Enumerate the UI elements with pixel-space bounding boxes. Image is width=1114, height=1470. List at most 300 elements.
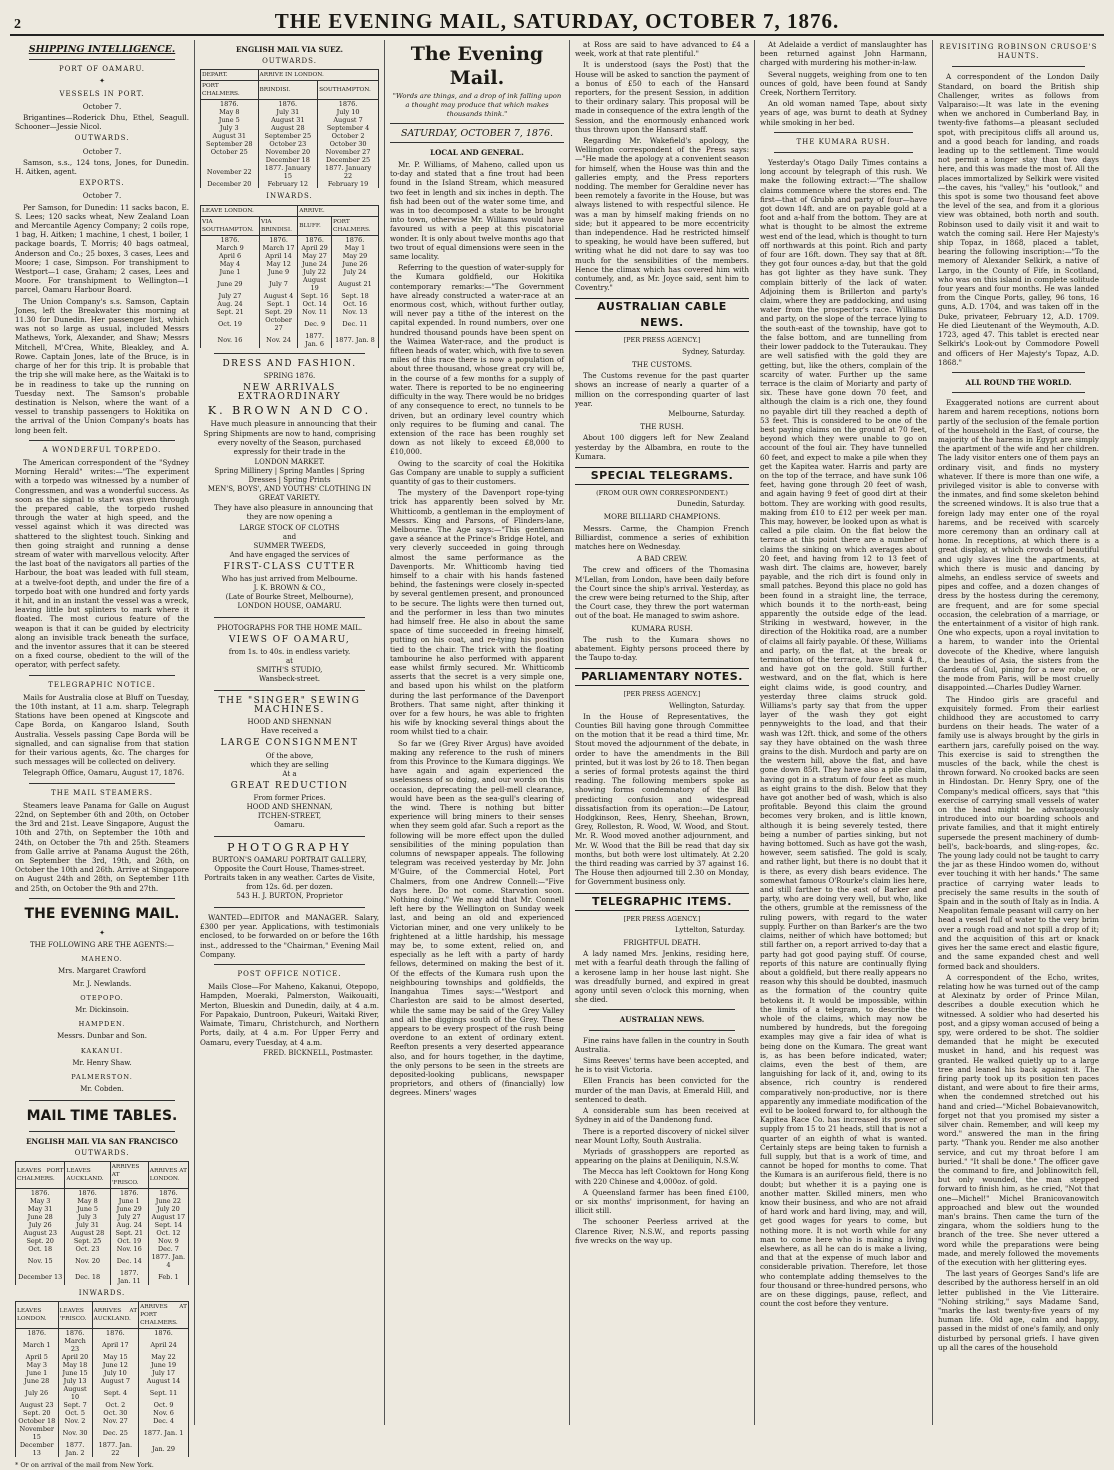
consignment: LARGE CONSIGNMENT [220,738,359,749]
table-cell: Sept. 21 [201,308,260,316]
column-3 [385,40,570,1425]
table-cell: Oct. 16 [331,300,378,308]
divider [29,440,175,441]
table-cell: June 22 [148,1197,188,1205]
kumara-rush-title: THE KUMARA RUSH. [796,137,891,146]
table-cell: July 22 [298,268,332,276]
agent-town: KAKANUI. [80,1046,124,1055]
former-prices: From former Prices. [253,793,326,802]
spring-title: SPRING 1876. [263,371,316,380]
header-title: THE EVENING MAIL, SATURDAY, OCTOBER 7, 1876. [274,9,840,33]
table-cell: 1876. [298,235,332,244]
port-title: PORT OF OAMARU. [58,65,146,74]
table-cell: June 26 [331,260,378,268]
of-above: Of the above, [265,751,314,760]
paragraph: Ellen Francis has been convicted for the murder of the man Davis, at Emerald Hill, and sentenced to death. [575,1076,749,1104]
oamaru: Oamaru. [274,820,305,829]
photo-street: Wansbeck-street. [259,675,320,684]
table-cell: April 5 [16,1353,59,1361]
divider [589,1009,735,1010]
paragraph: at Ross are said to have advanced to £4 a week, work at that rate plentiful." [575,40,749,59]
table-row [201,292,379,300]
table-cell: Nov. 27 [92,1417,138,1425]
table-cell: May 31 [16,1205,65,1213]
agent-town: MAHENO. [81,955,123,964]
table-header: VIA BRINDISI. [259,216,297,235]
torpedo-text: The American correspondent of the "Sydney Morning Herald" writes:—"The experiment with a torpedo was witnessed by a number of Congressmen, and was a wonderful success. As soon as the signal to start was given through the prepared cable, the torpedo rushed through the water at high speed, and the vessel against which it was directed was shattered to the slightest touch. Sinking and then going straight and running a dense stream of water with marvellous velocity. After the last boat of the navigators all parties of the Harbour, the boat was leaded with full steam, at a twelve-foot depth, and under the fire of a torpedo boat with one hundred and forty yards it hit, and in an instant the vessel was a wreck, leaving little but splinters to mark where it floated. The most curious feature of the weapon is that it can be guided by electricity along an invisible track beneath the surface, and the inventor assures that it can be steered on a fixed course, obedient to the will of the operator, with perfect safety. [15,457,189,670]
table-cell: May 8 [201,108,259,116]
agent-town: HAMPDEN. [78,1020,126,1029]
arrivals-title: NEW ARRIVALS EXTRAORDINARY [237,382,342,403]
table-header: BRINDISI. [258,81,318,100]
table-cell: Oct. 19 [110,1237,148,1245]
all-round-world-article [938,398,1099,1352]
table-cell: Dec. 11 [331,316,378,332]
table-cell: May 4 [201,260,260,268]
table-cell: June 19 [139,1361,189,1369]
table-row [201,148,379,156]
table-cell: 1877. January 15 [258,164,318,180]
table-cell: March 17 [259,244,297,252]
table-cell: Nov. 11 [298,308,332,316]
post-office-sign: FRED. BICKNELL, Postmaster. [263,1048,373,1057]
divider [214,964,365,965]
paragraph: Sims Reeves' terms have been accepted, and he is to visit Victoria. [575,1056,749,1075]
table-cell: August 23 [16,1401,59,1409]
table-cell: Nov. 20 [65,1253,110,1269]
paragraph: Fine rains have fallen in the country in South Australia. [575,1035,749,1054]
cable-dateline: Sydney, Saturday. [682,347,745,356]
table-header: ARRIVES AT PORT CHALMERS. [139,1302,189,1329]
table-cell: July 26 [16,1221,65,1229]
table-cell: April 6 [201,252,260,260]
table-cell: June 5 [201,116,259,124]
table-cell: Sept. 25 [65,1237,110,1245]
table-cell: Nov. 24 [259,332,297,348]
table-cell: 1877. Jan. 6 [298,332,332,348]
special-text: Messrs. Carme, the Champion French Billiardist, commence a series of exhibition matches here on Wednesday. [575,523,749,551]
brown-text-2: They have also pleasure in announcing that they are now opening a [213,503,374,522]
table-cell: Nov. 6 [139,1409,189,1417]
table-cell: March 1 [16,1337,59,1353]
table-row [16,1213,189,1221]
table-cell: June 9 [259,268,297,276]
table-row [16,1253,189,1269]
parliamentary-banner: PARLIAMENTARY NOTES. [575,668,749,686]
table-row [201,156,379,164]
agent-name: Mrs. Margaret Crawford [58,967,146,976]
steamers-text: Steamers leave Panama for Galle on August 22nd, on September 6th and 20th, on October the 3rd and 21st. Leave Singapore, August the 10th and 27th, on September the 10th and 24th, on October the 7th and 25th. Steamers from Galle arrive at Panama August the 26th, on September the 3rd, 19th, and 26th, on October the 10th and 26th. Arrive at Singapore on August 24th and 28th, on September 11th and 25th, on October the 9th and 27th. [15,800,189,893]
items-sub: FRIGHTFUL DEATH. [623,938,701,948]
table-cell: June 15 [58,1369,92,1377]
exports-date: October 7. [82,191,122,201]
table-cell: July 26 [16,1385,59,1401]
table-cell: 1876. [201,235,260,244]
paragraph: The schooner Peerless arrived at the Clarence River, N.S.W., and reports passing five wrecks on the way up. [575,1217,749,1245]
table-cell: September 28 [201,140,259,148]
special-telegrams-banner: SPECIAL TELEGRAMS. [575,467,749,485]
table-cell: August 28 [65,1229,110,1237]
special-agency: (FROM OUR OWN CORRESPONDENT.) [596,488,728,497]
table-cell: 1877. Jan. 2 [58,1441,92,1457]
agent-name: Mr. J. Newlands. [72,979,132,988]
australian-news-title: AUSTRALIAN NEWS. [619,1015,705,1025]
table-cell: August 14 [139,1377,189,1385]
agents-intro: THE FOLLOWING ARE THE AGENTS:— [29,941,175,950]
table-cell: November 27 [318,148,379,156]
column-4 [570,40,755,1425]
local-news [390,160,564,1098]
paper-masthead: The Evening Mail. [410,43,544,89]
table-cell: Dec. 7 [148,1245,188,1253]
table-cell: July 27 [201,292,260,300]
table-header: ARRIVES AT 'FRISCO. [110,1161,148,1188]
cable-sub: THE CUSTOMS. [631,359,693,369]
table-row [16,1197,189,1205]
table-cell: August 4 [259,292,297,300]
table-cell: August 21 [331,276,378,292]
paragraph: It is understood (says the Post) that the House will be asked to sanction the payment of a bonus of £50 to each of the Hansard reporters, for the present Session, in addition to their ordinary salary. This proposal will be made in consequence of the extra length of the Session, and the enormously enhanced work thus thrown upon the Hansard staff. [575,60,749,134]
outwards-text: Samson, s.s., 124 tons, Jones, for Dunedin. H. Aitken, agent. [15,157,189,177]
table-cell: Oct. 23 [65,1245,110,1253]
agent-name: Mr. Dickinsoin. [75,1006,129,1015]
table-cell: May 8 [65,1197,110,1205]
table-cell: Nov. 16 [110,1245,148,1253]
table-cell: Oct. 19 [201,316,260,332]
paragraph: Yesterday's Otago Daily Times contains a long account by telegraph of this rush. We make the following extract:—"The shallow claims commence where the stores end. The first—that of Grubb and party of four—have got down 14ft. and are on payable gold at a foot and a-half from the bottom. They are at what is thought to be almost the extreme west end of the lead, which is thought to turn off northwards at this point. Rich and party of four are 16ft. down. They say that at 8ft. they got four ounces a-day, but that the gold has got lighter as they have sunk. They complain bitterly of the lack of water. Adjoining them is Brillerton and party's claim, where they are paddocking, and using water from the prospector's race. Williams and party, on the slope of the terrace lying to the south-east of the township, have got to the false bottom, and are tunnelling from their lower paddock to the Tuteraukau. They are well satisfied with the gold they are getting, but, like the others, complain of the scarcity of water. Further up the same terrace is the claim of Moriarty and party of six. These have gone down 70 feet, and although the claim is a rich one, they found no payable dirt till they reached a depth of 53 feet. This is considered to be one of the best paying claims on the ground at 70 feet, beyond which they were unable to go on account of the foul air. They have tunnelled 60 feet, and expect to make a pile when they get the Kapitea water. Harris and party are on the top of the terrace, and have sunk 106 feet, having gone through 20 feet of wash, and again having 9 feet of good dirt at their bottom. They are working with good results, making from £10 to £12 per week per man. This may, however, be looked upon as what is called a pile claim. On the flat below the terrace at this point there are a number of claims the sinking on which averages about 20 feet, and having from 12 to 13 feet of wash dirt. The claims are, however, barely payable, and the rich dirt is found only in small patches. Beyond this place no gold has been found in a straight line, the terrace, which bounds it to the north-east, being apparently the outside edge of the lead. Striking in westward, however, in the direction of the Hokitika road, are a number of claims all fairly payable. Of these, Williams and party, on the flat, at the break or termination of the terrace, have sunk 4 ft., and have got on the gold. Still further westward, and on the flat, which is here eight claims wide, is good country, and yesterday three claims struck gold. Williams's party say that from the upper layer of the wash they got eight pennyweights to the load, and that their wash was 12ft. thick, and some of the others say they have obtained on the wash three grains to the dish. Murdoch and party are on the western hill, above the flat, and have gone down 85ft. They have also a pile claim, having got in a stratum of four feet as much as eight grains to the dish. Below that they have got another bed of wash, which is also profitable. Beyond this claim the ground becomes very broken, and is little known, although it is being severely tested, there being a number of parties sinking, but not having bottomed. Such as have got the wash, however, seem satisfied. The gold is scaly, and rather light, but there is no doubt that it is there, as every dish bears evidence. The somewhat famous O'Rourke's claim lies here, and still farther to the east of Barker and party, who are doing very well, but who, like the others, grumble at the remissness of the ruling powers, with regard to the water supply. Further on than Barker's are the two claims, neither of which have bottomed; but still farther on, a report arrived to-day that a party had got good paying stuff. Of course, reports of this nature are continually flying about a goldfield, but there really appears no reason why this should be doubted, inasmuch as the formation of the country quite betokens it. It would be impossible, within the limits of a telegram, to describe the whole of the claims, which may now be numbered by hundreds, but the foregoing examples may give a fair idea of what is being done on the Kumara. The great want is, as has been before indicated, water; claims, even the best of them, are languishing for lack of it, and, owing to its absence, rich country is rendered comparatively non-productive, nor is there apparently any immediate modification of the evil to be looked forward to, for although the Kapitea Race Co. has increased its power of supply from 15 to 21 heads, still that is not a quarter of an eighth of what is wanted. Certainly steps are being taken to furnish a full supply, but that is a work of time, and cannot be hoped for months to come. That the Kumara is an auriferous field, there is no doubt; but whether it is a paying one is another matter. Skilled miners, men who know their business, and who are not afraid of hard work and hard living, may, and will, get good wages for years to come, but nothing more. It is not worth while for any man to come here who is making a living elsewhere, as all he can do is make a living, and that at the expense of much labor and considerable privation. Therefore, let those who contemplate adding themselves to the four thousand or three-hundred persons, who are on these diggings, pause, reflect, and count the cost before they venture. [760,158,927,1309]
table-row [16,1401,189,1409]
have-received: Have received a [260,727,319,736]
table-cell: July 10 [92,1369,138,1377]
table-cell: 1877. Jan. 22 [92,1441,138,1457]
brown-stock: LARGE STOCK OF CLOTHS [239,523,340,532]
paper-motto: "Words are things, and a drop of ink falling upon a thought may produce that which makes thousands think." [390,92,564,124]
singer-title: THE "SINGER" SEWING MACHINES. [218,696,361,716]
column-2 [195,40,385,1425]
suez-inwards-table [200,205,379,348]
post-office-title: POST OFFICE NOTICE. [237,970,342,979]
table-cell: Nov. 16 [201,332,260,348]
column-1 [10,40,195,1470]
at-a: At a [282,769,297,778]
divider [214,690,365,691]
itchen-street: ITCHEN-STREET, [257,811,322,820]
parl-text: In the House of Representatives, the Counties Bill having gone through Committee on the motion that it be read a third time, Mr. Stout moved the adjournment of the debate, in order to have the amendments in the Bill printed, but it was lost by 26 to 18. Then began a series of formal protests against the third reading. The following members spoke as showing forms condemnatory of the Bill predicting confusion and widespread dissatisfaction from its operation:—De Latour, Hodgkinson, Rees, Henry, Sheehan, Brown, Grey, Rolleston, R. Wood, W. Wood, and Stout. Mr. R. Wood moved another adjournment, and Mr. W. Wood that the Bill be read that day six months, but both were lost ultimately. At 2.20 the third reading was carried by 37 against 16. The House then adjourned till 2.30 on Monday, for Government business only. [575,711,749,887]
fashion-title: DRESS AND FASHION. [222,358,357,369]
divider [29,59,175,60]
table-cell: 1876. [110,1188,148,1197]
table-cell: August 17 [148,1213,188,1221]
table-cell: Dec. 18 [65,1269,110,1285]
exports-text: Per Samson, for Dunedin: 11 sacks bacon, E. S. Lees; 120 sacks wheat, New Zealand Loan and Mercantile Agency Company; 2 coils rope, 1 bag, H. Aitken; 1 machine, 1 chest, 1 boiler, 1 package boards, T. Morris; 40 bags oatmeal, Anderson and Co.; 25 boxes, 3 cases, Lees and Moore; 1 case, Simpson. For transhipment to Westport—1 case, Graham; 2 cases, Lees and Moore. For transhipment to Wellington—1 parcel, Oamaru Harbour Board. [15,202,189,295]
sf-outwards-table [15,1161,189,1285]
table-row [201,276,379,292]
table-cell: July 20 [148,1205,188,1213]
parl-agency: [PER PRESS AGENCY.] [623,690,701,699]
table-cell: Oct. 2 [92,1401,138,1409]
table-cell: June 12 [92,1361,138,1369]
table-cell: Oct. 30 [92,1409,138,1417]
table-cell: December 20 [201,180,259,188]
brown-cutter-note: Who has just arrived from Melbourne. [221,574,358,583]
table-header: LEAVES AUCKLAND. [65,1161,110,1188]
table-row [16,1385,189,1401]
table-row [201,260,379,268]
sf-outwards: OUTWARDS. [74,1148,130,1157]
table-row [201,100,379,109]
table-row [201,164,379,180]
suez-outwards-table [200,69,379,188]
divider [29,1100,175,1101]
paragraph: Exaggerated notions are current about harem and harem receptions, notions born partly of the seclusion of the female portion of the household in the East, of course, the majority of the harems in Egypt are simply the apartment of the wife and her children. The lady visitor enters one of them pays an ordinary visit, and finds no mystery whatever. If there is more than one wife, a privileged visitor is able to converse with the inmates, and find some skeleton behind the screened windows. It is also true that a foreign lady may enter one of the royal harems, and be received with scarcely more ceremony than an ordinary call at home. In receptions, at which there is a great display, at which crowds of beautiful and ugly slaves line the apartments, at which there is music and dancing by almehs, an endless service of sweets and pipes and coffee, and a dozen changes of dress by the hostess during the ceremony, are frequent, and are for some special occasion, the celebration of a marriage, or the entertainment of a visitor of high rank. One who expects, upon a royal invitation to a harem, to wander into the Oriental dovecote of the Khedive, where languish the beauties of Asia, the sisters from the Gardens of Gul, pining for a new robe, or the mode from Paris, will be most cruelly disappointed.—Charles Dudley Warner. [938,398,1099,693]
brown-items: Spring Millinery | Spring Mantles | Spring Dresses | Spring Prints [214,467,365,485]
table-cell: November 20 [258,148,318,156]
table-cell: October 25 [201,148,259,156]
kumara-text: The rush to the Kumara shows no abatement. Eighty persons proceed there by the Taupo to-day. [575,634,749,663]
table-cell: August 19 [298,276,332,292]
robinson-text: A correspondent of the London Daily Standard, on board the British ship Challenger, writes as follows from Valparaiso:—It was late in the evening when we anchored in Cumberland Bay, in twenty-five fathoms—a pleasant secluded spot, with precipitous cliffs all around us, and a good beach for landing, and roads leading up to the settlement. Time would not permit a longer stay than two days here, and this was made the most of. All the places immortalized by Selkirk were visited—the caves, his "valley," his "outlook," and this spot is some two thousand feet above the level of the sea, and from it a glorious view was obtained, both north and south. Robinson used to daily visit it and wait to watch the coming sail. Here Her Majesty's ship Topaz, in 1868, placed a tablet, bearing the following inscription:—"To the memory of Alexander Selkirk, a native of Largo, in the County of Fife, in Scotland, who was on this island in complete solitude four years and four months. He was landed from the Cinque Ports, galley, 96 tons, 16 guns, A.D. 1704, and was taken off in the Duke, privateer, February 12, A.D. 1709. He died Lieutenant of the Weymouth, A.D. 1723, aged 47. This tablet is erected near Selkirk's Look-out by Commodore Powell and officers of Her Majesty's Topaz, A.D. 1868." [938,72,1099,367]
agent-name: Mr. Cobden. [80,1085,124,1094]
table-cell: Oct. 9 [139,1401,189,1409]
table-cell: July 27 [110,1213,148,1221]
parl-dateline: Wellington, Saturday. [669,701,745,710]
brown-name: K. BROWN AND CO. [207,404,372,418]
table-cell: Nov. 30 [58,1425,92,1441]
table-row [16,1369,189,1377]
issue-date: SATURDAY, OCTOBER 7, 1876. [390,127,564,143]
table-cell: October 2 [318,132,379,140]
sf-mail-title: ENGLISH MAIL VIA SAN FRANCISCO [26,1136,178,1146]
table-cell: June 29 [201,276,260,292]
table-cell: Sept. 7 [58,1401,92,1409]
shipping-title: SHIPPING INTELLIGENCE. [28,44,176,55]
table-cell: Sept. 20 [16,1409,59,1417]
table-row [16,1221,189,1229]
table-cell: July 3 [201,124,259,132]
wanted-advert: WANTED—EDITOR and MANAGER. Salary, £300 per year. Applications, with testimonials enclosed, to be forwarded on or before the 16th inst., addressed to the "Chairman," Evening Mail Company. [200,913,379,959]
divider [29,898,175,899]
special-dateline: Dunedin, Saturday. [677,500,745,509]
table-cell: October 23 [258,140,318,148]
table-cell: July 3 [65,1213,110,1221]
table-row [201,124,379,132]
table-cell: December 13 [16,1269,65,1285]
hood-name: HOOD AND SHENNAN [247,718,332,727]
divider [952,66,1085,67]
australian-news [575,1036,749,1245]
table-row [201,268,379,276]
paragraph: A Queensland farmer has been fined £100, or six months' imprisonment, for having an illicit still. [575,1187,749,1216]
cable-agency: [PER PRESS AGENCY.] [623,336,701,345]
table-header: SOUTHAMPTON. [318,81,379,100]
table-cell: May 22 [139,1353,189,1361]
table-row [201,252,379,260]
paragraph: The Hindoo girls are graceful and exquisitely formed. From their earliest childhood they are accustomed to carry burdens on their heads. The water of a family use is always brought by the girls in earthern jars, carefully poised on the way. This exercise is said to strengthen the muscles of the back, while the chest is thrown forward. No crooked backs are seen in Hindostan. Dr. Henry Spry, one of the Company's medical officers, says that "this exercise of carrying small vessels of water on the head might be advantageously introduced into our boarding schools and private families, and that it might entirely supersede the present machinery of dumb-bell's, back-boards, and sling-ropes, &c. The young lady could not be taught to carry the jar as these Hindoo women do, without ever touching it with her hands." The same practice of carrying water leads to precisely the same results in the south of Spain and in the south of Italy as in India. A Neapolitan female peasant will carry on her head a vessel full of water to the very brim over a rough road and not spill a drop of it; and the acquisition of this art or knack gives her the same erect and elastic figure, and the same expanded chest and well formed back and shoulders. [938,694,1099,971]
table-cell: February 19 [318,180,379,188]
photo-advert [200,624,379,684]
divider [589,1030,735,1031]
photo-title: PHOTOGRAPHS FOR THE HOME MAIL. [216,623,363,632]
burton-sign: 543 H. J. BURTON, Proprietor [236,892,343,901]
telegraphic-items-banner: TELEGRAPHIC ITEMS. [575,893,749,911]
table-cell: Jan. 29 [139,1441,189,1457]
kumara-sub: KUMARA RUSH. [631,623,693,633]
table-cell: September 25 [258,132,318,140]
table-cell: July 13 [58,1377,92,1385]
paragraph: The Mecca has left Cooktown for Hong Kong with 220 Chinese and 4,000oz. of gold. [575,1167,749,1186]
table-cell: Nov. 9 [148,1237,188,1245]
brown-cutter-intro: And have engaged the services of [229,550,350,559]
evening-mail-banner: THE EVENING MAIL. [24,905,180,922]
sf-note: * Or on arrival of the mail from New York. [15,1461,154,1470]
table-cell: 1876. [65,1188,110,1197]
table-header: DEPART. [201,70,259,81]
telegraph-text: Mails for Australia close at Bluff on Tuesday, the 10th instant, at 11 a.m. sharp. Telegraph Stations have been opened at Kingscote and Cape Borda, on Kangaroo Island, South Australia. Vessels passing Cape Borda will be signalled, and can signalise from that station for their various agents, &c. The charges for such messages will be collected on delivery. [15,692,189,767]
table-cell: June 1 [201,268,260,276]
kumara-rush-article [760,158,927,1308]
table-header: PORT CHALMERS. [331,216,378,235]
table-cell: 1876. [92,1329,138,1338]
table-row [201,116,379,124]
table-row [201,108,379,116]
divider: ✦ [99,77,105,86]
table-cell: Aug. 24 [110,1221,148,1229]
table-cell: Oct. 5 [58,1409,92,1417]
burton-advert [200,840,379,901]
paragraph: Regarding Mr. Wakefield's apology, the Wellington correspondent of the Press says:—"He made the apology at a convenient season for himself, when the House was thin and the galleries empty, and the Press reporters nodding. The member for Geraldine never has been remotely a favorite in the House, but was always listened to with respectful silence. He was a man by himself making friends on no side; but it appeared to be more eccentricity than independence. Had he restricted himself to speaking, he would have been suffered, but writing what he did not dare to say was too much for the sensibilities of the members. Hence the climax which has covered him with contumely, and, as Mr. Joyce said, sent him to Coventry." [575,136,749,293]
crew-text: The crew and officers of the Thomasina M'Lellan, from London, have been daily before the Court since the ship's arrival. Yesterday, as the crew were being returned to the Ship, after the Court case, they threw the port waterman out of the boat. He managed to swim ashore. [575,565,749,621]
table-cell: 1876. [318,100,379,109]
cable-text-2: About 100 diggers left for New Zealand yesterday by the Albambra, en route to the Kumara. [575,433,749,461]
table-cell: 1877. January 22 [318,164,379,180]
table-header: LEAVE LONDON. [201,205,298,216]
table-cell: Sept. 4 [92,1385,138,1401]
items-agency: [PER PRESS AGENCY.] [623,914,701,923]
paragraph: There is a reported discovery of nickel silver near Mount Lofty, South Australia. [575,1126,749,1145]
paragraph: Several nuggets, weighing from one to ten ounces of gold, have been found at Sandy Creek, Northern Territory. [760,69,927,98]
table-cell: October 30 [318,140,379,148]
robinson-title: REVISITING ROBINSON CRUSOE'S HAUNTS. [939,43,1098,61]
outwards-title: OUTWARDS. [74,134,130,143]
table-header: PORT CHALMERS. [201,81,259,100]
table-cell: Oct. 18 [16,1245,65,1253]
paragraph: Myriads of grasshoppers are reported as appearing on the plains at Deniliquin, N.S.W. [575,1146,749,1166]
suez-inwards: INWARDS. [266,192,313,201]
table-cell: May 1 [331,244,378,252]
paragraph: At Adelaide a verdict of manslaughter has been returned against John Harmann, charged with murdering his mother-in-law. [760,40,927,68]
paragraph: A considerable sum has been received at Sydney in aid of the Dandenong fund. [575,1106,749,1125]
australian-news-continued [760,40,927,127]
paragraph: Mr. P. Williams, of Maheno, called upon us to-day and stated that a fine trout had been found in the Island Stream, which measured two feet in length and six inches in depth. The fish had been out of the water some time, and was in too decomposed a state to be brought into town, otherwise Mr. Williams would have favoured us with a peep at this piscatorial wonder. It is only about twelve months ago that two trout of equal dimensions were seen in the same locality. [390,160,564,262]
which-selling: which they are selling [250,760,329,769]
cable-text: The Customs revenue for the past quarter shows an increase of nearly a quarter of a million on the corresponding quarter of last year. [575,371,749,408]
table-cell: May 3 [16,1361,59,1369]
table-cell: 1876. [139,1329,189,1338]
table-cell: Sept. 14 [148,1221,188,1229]
in-port-title: VESSELS IN PORT. [59,89,145,98]
photo-views-sub: from 1s. to 40s. in endless variety. [228,648,351,657]
table-cell: November 22 [201,164,259,180]
divider [774,152,913,153]
table-row [16,1188,189,1197]
table-cell: August 7 [318,116,379,124]
table-header: ARRIVES AT LONDON. [148,1161,188,1188]
divider [214,907,365,908]
table-row [16,1205,189,1213]
table-row [16,1377,189,1385]
table-cell: 1876. [148,1188,188,1197]
table-row [201,332,379,348]
brown-and: and [282,532,297,541]
table-cell: May 15 [92,1353,138,1361]
divider [29,1131,175,1132]
table-cell: Dec. 25 [92,1425,138,1441]
page-number: 2 [14,17,22,32]
table-cell: Sept. 18 [331,292,378,300]
table-cell: July 7 [259,276,297,292]
table-row [16,1237,189,1245]
table-row [16,1361,189,1369]
photo-at: at [286,657,293,666]
table-row [16,1229,189,1237]
table-cell: 1877. Jan. 1 [139,1425,189,1441]
brown-house: LONDON HOUSE, OAMARU. [237,601,342,610]
table-cell: July 31 [258,108,318,116]
in-port-date: October 7. [82,101,122,111]
divider [952,372,1085,373]
table-cell [201,156,259,164]
paragraph: Referring to the question of water-supply for the Kumara goldfield, our Hokitika contemporary remarks:—"The Government have already constructed a water-race at an enormous cost, which, without further outlay, will never pay a tithe of the interest on the capital expended. In round numbers, over one hundred thousand pounds have been spent on the Waimea Water-race, and the product is fifteen heads of water, which, with five to seven miles of this race there is now a population of about three thousand, whose great cry will be, in the course of a few months for a supply of water. There is reported to be no engineering difficulty in the way. There would be no bridges of any consequence to erect, no tunnels to be driven, but an ordinary level country which only requires to be fluming and canal. The extension of the race has been roughly set down as not likely to exceed £8,000 to £10,000. [390,263,564,457]
photo-views: VIEWS OF OAMARU, [228,634,351,645]
table-header: VIA SOUTHAMPTON. [201,216,260,235]
mail-time-tables-title: MAIL TIME TABLES. [26,1107,178,1124]
table-header: ARRIVE IN LONDON. [258,70,378,81]
cable-sub-2: THE RUSH. [640,422,684,432]
exports-title: EXPORTS. [79,179,125,188]
table-cell: June 24 [298,260,332,268]
table-cell: December 18 [258,156,318,164]
table-cell: Sept. 20 [16,1237,65,1245]
table-row [201,300,379,308]
table-header: ARRIVES AT AUCKLAND. [92,1302,138,1329]
table-cell: May 18 [58,1361,92,1369]
table-cell: July 10 [318,108,379,116]
table-cell: Sept. 16 [298,292,332,300]
paragraph: An old woman named Tape, about sixty years of age, was burnt to death at Sydney while smoking in her bed. [760,99,927,127]
crew-sub: A BAD CREW. [636,554,688,564]
table-cell: October 27 [259,316,297,332]
table-cell: Sept. 11 [139,1385,189,1401]
divider [214,617,365,618]
paragraph: The last years of Georges Sand's life are described by the authoress herself in an old letter published in the Vie Litteraire. "Nohing striking," says Madame Sand, "marks the last twenty-five years of my human life. Old age, calm and happy, passed in the midst of one's family, and only disturbed by personal griefs. I have given up all the cares of the household [938,1269,1099,1352]
paragraph: So far we (Grey River Argus) have avoided making any reference to the rush of miners from this Province to the Kumara diggings. We have again and again experienced the uselessness of so doing, and our words on this occasion, deprecating the pell-mell clearance, would have been as the sea-gull's clearing of the wind. There is nothing but bitter experience will bring miners to their senses when they seem gold afar. Such a report as the following will be more effect upon the dulled sensibilities of the mining population than columns of newspaper appeals. The following telegram was received yesterday by Mr. John M'Guire, of the Commercial Hotel, Port Chalmers, from one Andrew Connell:—"Five days here. Do not come. Starvation soon. Nothing doing." We may add that Mr. Connell left here by the Wellington on Sunday week last, and being an old and experienced Victorian miner, and one very unlikely to be frightened at a little hardship, his message may be, to some extent, relied on, and especially as he left with a party of hardy fellows, determined on making the best of it. Of the effects of the Kumara rush upon the neighbouring townships and goldfields, the Inangahua Times says:—"Westport and Charleston are said to be almost deserted, while the same may be said of the Grey Valley and all the diggings south of the Grey. These appears to be every prospect of the rush being overdone to an extent of ordinary extent. Reefton presents a very deserted appearance also, and for hours together, in the daytime, the only persons to be seen in the streets are deposited-looking publicans, newspaper proprietors, and others of (financially) low degrees. Miners' wages [390,738,564,1098]
table-cell: April 24 [139,1337,189,1353]
table-row [16,1417,189,1425]
table-cell: 1877. Jan. 4 [148,1253,188,1269]
table-header: BLUFF. [298,216,332,235]
table-cell: Aug. 24 [201,300,260,308]
table-cell: July 17 [139,1369,189,1377]
suez-title: ENGLISH MAIL VIA SUEZ. [235,45,344,54]
table-header: LEAVES PORT CHALMERS. [16,1161,65,1188]
table-cell: December 25 [318,156,379,164]
table-row [16,1245,189,1253]
telegraph-sign: Telegraph Office, Oamaru, August 17, 1876. [23,768,185,778]
table-cell: Sept. 29 [259,308,297,316]
agent-name: Mr. Henry Shaw. [72,1058,132,1067]
table-cell: February 12 [258,180,318,188]
agent-town: OTEPOPO. [80,993,124,1002]
